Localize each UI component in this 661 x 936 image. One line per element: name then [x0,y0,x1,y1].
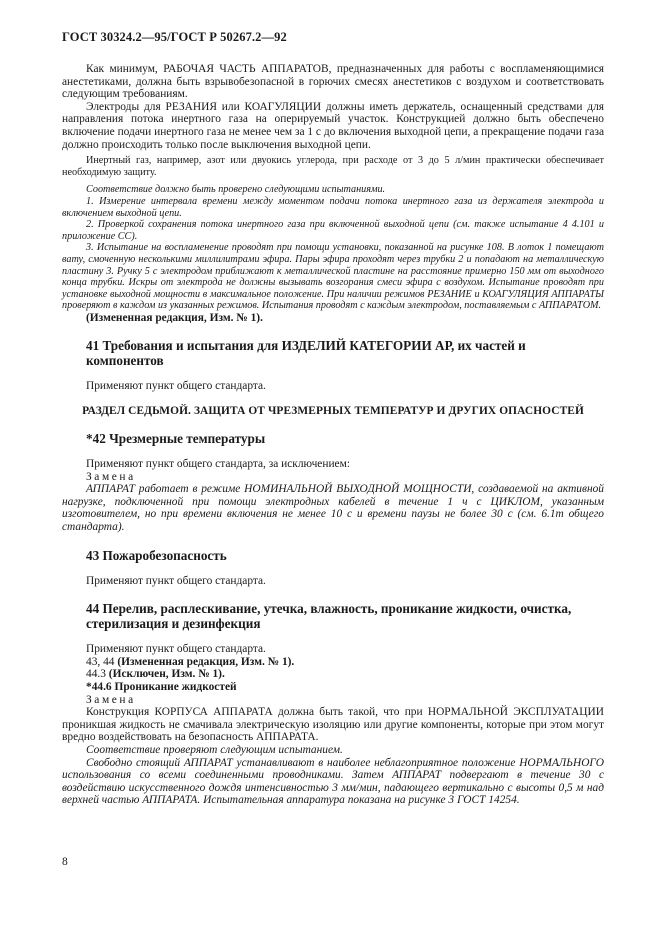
test-item: 3. Испытание на воспламенение проводят при помощи установки, показанной на рисунке 108. В лоток 1 помещают вату, смоченную несколькими миллилитрами эфира. Пары эфира проходят через трубки 2 и попадают на металлическую пластину 3. Ручку 5 с электродом приближают к металлической пластине на расстояние примерно 150 мм от выходного конца трубки. Искры от электрода не должны вызывать возгорания смеси эфира с воздухом. Испытание проводят при установке выходной мощности в максимальное положение. При наличии режимов РЕЗАНИЕ и КОАГУЛЯЦИЯ АППАРАТЫ проверяют в каждом из указанных режимов. Испытания проводят с каждым электродом, поставляемым с АППАРАТОМ. [62,242,604,312]
replacement-label: Замена [86,470,136,483]
paragraph: Применяют пункт общего стандарта. [86,574,266,587]
section-heading: РАЗДЕЛ СЕДЬМОЙ. ЗАЩИТА ОТ ЧРЕЗМЕРНЫХ ТЕМПЕРАТУР И ДРУГИХ ОПАСНОСТЕЙ [82,405,584,418]
amendment-line [62,656,604,669]
document-page [62,30,604,807]
compliance-intro: Соответствие проверяют следующим испытанием. [86,743,343,756]
clause-heading-44: 44 Перелив, расплескивание, утечка, влажность, проникание жидкости, очистка, стерилизация и дезинфекция [86,601,572,632]
paragraph: Как минимум, РАБОЧАЯ ЧАСТЬ АППАРАТОВ, предназначенных для работы с воспламеняющимися анестетиками, должна быть взрывобезопасной в горючих смесях анестетиков с воздухом и соответствовать следующим требованиям. [62,63,604,101]
paragraph: Конструкция КОРПУСА АППАРАТА должна быть такой, что при НОРМАЛЬНОЙ ЭКСПЛУАТАЦИИ проникшая жидкость не смачивала электрическую изоляцию или другие компоненты, которые при этом могут вредно воздействовать на безопасность АППАРАТА. [62,706,604,744]
amendment-note: (Измененная редакция, Изм. № 1). [86,311,263,324]
clause-heading-41: 41 Требования и испытания для ИЗДЕЛИЙ КАТЕГОРИИ АР, их частей и компонентов [86,338,526,369]
exclusion-number: 44.3 [86,668,106,681]
clause-heading-42: *42 Чрезмерные температуры [86,431,266,447]
note: Инертный газ, например, азот или двуокись углерода, при расходе от 3 до 5 л/мин практически обеспечивает необходимую защиту. [62,155,604,178]
paragraph: Электроды для РЕЗАНИЯ или КОАГУЛЯЦИИ должны иметь держатель, оснащенный средствами для направления потока инертного газа на оперируемый участок. Конструкцией должно быть обеспечено включение подачи инертного газа не менее чем за 1 с до включения выходной цепи, а прекращение подачи газа должно происходить только после выключения выходной цепи. [62,100,604,151]
paragraph: Применяют пункт общего стандарта, за исключением: [86,458,350,471]
document-header: ГОСТ 30324.2—95/ГОСТ Р 50267.2—92 [62,30,287,44]
test-description: Свободно стоящий АППАРАТ устанавливают в наиболее неблагоприятное положение НОРМАЛЬНОГО использования со всеми соединенными проводниками. Затем АППАРАТ подвергают в течение 30 с воздействию искусственного дождя интенсивностью 3 мм/мин, падающего вертикально с высоты 0,5 м над верхней частью АППАРАТА. Испытательная аппаратура показана на рисунке 3 ГОСТ 14254. [62,756,604,807]
exclusion-text: (Исключен, Изм. № 1). [108,668,225,681]
clause-heading-43: 43 Пожаробезопасность [86,547,227,563]
amendment-text: (Измененная редакция, Изм. № 1). [117,655,295,668]
replacement-label: Замена [86,693,136,706]
paragraph: Применяют пункт общего стандарта. [86,380,266,393]
paragraph: Применяют пункт общего стандарта. [86,643,266,656]
replacement-text: АППАРАТ работает в режиме НОМИНАЛЬНОЙ ВЫХОДНОЙ МОЩНОСТИ, создаваемой на активной нагрузке, подключенной при помощи электродных кабелей в течение 1 ч с ЦИКЛОМ, указанным изготовителем, но при времени включения не менее 10 с и времени паузы не более 30 с (см. 6.1т общего стандарта). [62,483,604,534]
test-item: 2. Проверкой сохранения потока инертного газа при включенной выходной цепи (см. также испытание 4 4.101 и приложение СС). [62,219,604,242]
page-number: 8 [62,856,68,868]
subclause-heading: *44.6 Проникание жидкостей [86,681,237,693]
compliance-intro: Соответствие должно быть проверено следующими испытаниями. [86,184,386,196]
exclusion-line [62,668,604,681]
test-item: 1. Измерение интервала времени между моментом подачи потока инертного газа из держателя электрода и включением выходной цепи. [62,195,604,219]
amendment-number: 43, 44 [86,655,115,668]
